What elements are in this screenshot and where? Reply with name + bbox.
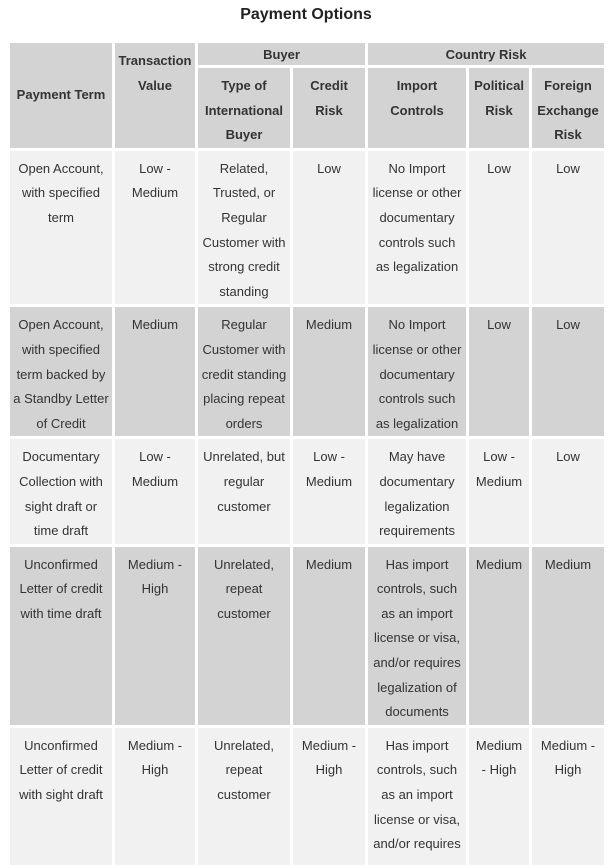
header-credit-risk: Credit Risk (292, 67, 367, 150)
cell-credit-risk: Medium (292, 545, 367, 726)
cell-credit-risk: Low (292, 149, 367, 306)
payment-options-table (7, 40, 607, 868)
cell-fx-risk: Medium (531, 545, 606, 726)
cell-political-risk: Low - Medium (468, 438, 531, 545)
cell-payment-term: Unconfirmed Letter of credit with time draft (9, 545, 114, 726)
cell-transaction-value: Medium (114, 306, 197, 438)
cell-fx-risk: Low (531, 149, 606, 306)
cell-fx-risk: Low (531, 306, 606, 438)
table-row (9, 726, 606, 866)
cell-political-risk: Medium (468, 545, 531, 726)
cell-buyer-type: Regular Customer with credit standing placing repeat orders (197, 306, 292, 438)
cell-fx-risk: Low (531, 438, 606, 545)
cell-political-risk: Low (468, 306, 531, 438)
cell-credit-risk: Medium - High (292, 726, 367, 866)
table-frame (7, 40, 604, 852)
cell-import-controls: No Import license or other documentary controls such as legalization (367, 149, 468, 306)
cell-payment-term: Open Account, with specified term backed by a Standby Letter of Credit (9, 306, 114, 438)
cell-buyer-type: Related, Trusted, or Regular Customer with strong credit standing (197, 149, 292, 306)
cell-import-controls: No Import license or other documentary controls such as legalization (367, 306, 468, 438)
cell-buyer-type: Unrelated, repeat customer (197, 726, 292, 866)
cell-fx-risk: Medium - High (531, 726, 606, 866)
page-title: Payment Options (240, 6, 372, 23)
table-body (9, 149, 606, 866)
cell-import-controls: May have documentary legalization requirements (367, 438, 468, 545)
table-row (9, 149, 606, 306)
cell-political-risk: Medium - High (468, 726, 531, 866)
cell-import-controls: Has import controls, such as an import license or visa, and/or requires legalization of documents (367, 545, 468, 726)
cell-transaction-value: Low - Medium (114, 438, 197, 545)
cell-payment-term: Open Account, with specified term (9, 149, 114, 306)
table-row (9, 545, 606, 726)
cell-buyer-type: Unrelated, repeat customer (197, 545, 292, 726)
header-import-controls: Import Controls (367, 67, 468, 150)
header-buyer: Buyer (197, 42, 367, 67)
table-row (9, 306, 606, 438)
header-transaction-value: Transaction Value (114, 42, 197, 150)
header-payment-term: Payment Term (9, 42, 114, 150)
cell-payment-term: Unconfirmed Letter of credit with sight draft (9, 726, 114, 866)
cell-transaction-value: Low - Medium (114, 149, 197, 306)
table-header (9, 42, 606, 150)
cell-transaction-value: Medium - High (114, 545, 197, 726)
cell-import-controls: Has import controls, such as an import license or visa, and/or requires (367, 726, 468, 866)
cell-transaction-value: Medium - High (114, 726, 197, 866)
header-type-of-buyer: Type of International Buyer (197, 67, 292, 150)
header-political-risk: Political Risk (468, 67, 531, 150)
header-fx-risk: Foreign Exchange Risk (531, 67, 606, 150)
cell-political-risk: Low (468, 149, 531, 306)
cell-credit-risk: Low - Medium (292, 438, 367, 545)
cell-payment-term: Documentary Collection with sight draft or time draft (9, 438, 114, 545)
cell-credit-risk: Medium (292, 306, 367, 438)
table-row (9, 438, 606, 545)
header-country-risk: Country Risk (367, 42, 606, 67)
cell-buyer-type: Unrelated, but regular customer (197, 438, 292, 545)
